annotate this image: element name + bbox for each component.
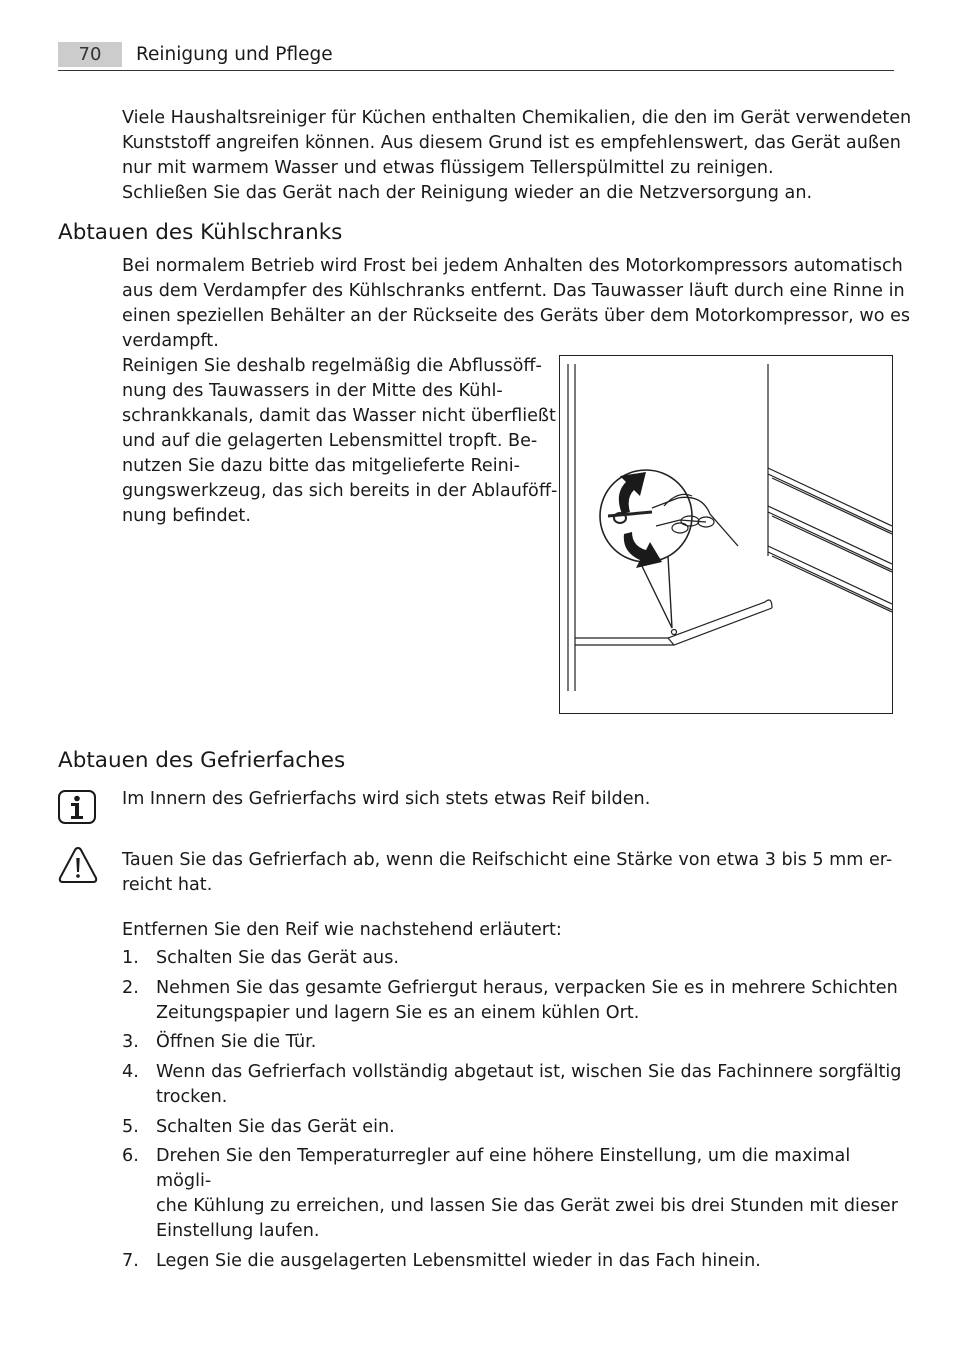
info-note: Im Innern des Gefrierfachs wird sich stets etwas Reif bilden. <box>122 789 651 809</box>
intro-line: Schließen Sie das Gerät nach der Reinigung wieder an die Netzversorgung an. <box>122 183 813 203</box>
header-section-title: Reinigung und Pflege <box>136 44 333 65</box>
step-text: Zeitungspapier und lagern Sie es an einem kühlen Ort. <box>156 1002 640 1023</box>
section-heading-fridge-defrost: Abtauen des Kühlschranks <box>58 220 343 245</box>
step-text: Einstellung laufen. <box>156 1221 320 1242</box>
paragraph-line: nung befindet. <box>122 506 251 526</box>
paragraph-line: Reinigen Sie deshalb regelmäßig die Abflussöff- <box>122 356 542 376</box>
step-number: 6. <box>122 1146 139 1167</box>
list-item <box>122 976 902 1026</box>
page-number: 70 <box>58 42 122 67</box>
intro-line: Kunststoff angreifen können. Aus diesem Grund ist es empfehlenswert, das Gerät außen <box>122 133 901 153</box>
paragraph-line: nung des Tauwassers in der Mitte des Kühl- <box>122 381 503 401</box>
step-number: 3. <box>122 1032 139 1053</box>
step-text: Drehen Sie den Temperaturregler auf eine höhere Einstellung, um die maximal mögli- <box>156 1146 851 1192</box>
step-text: Nehmen Sie das gesamte Gefriergut heraus, verpacken Sie es in mehrere Schichten <box>156 977 898 998</box>
paragraph-line: gungswerkzeug, das sich bereits in der Ablauföff- <box>122 481 558 501</box>
paragraph-line: Tauen Sie das Gefrierfach ab, wenn die Reifschicht eine Stärke von etwa 3 bis 5 mm er- <box>122 850 893 870</box>
fridge-interior-drawing <box>560 356 892 713</box>
paragraph-line: reicht hat. <box>122 875 213 895</box>
list-item <box>122 1030 902 1055</box>
defrost-steps-list <box>122 946 902 1279</box>
list-item <box>122 1144 902 1244</box>
warning-note <box>122 848 892 898</box>
paragraph-line: nutzen Sie dazu bitte das mitgelieferte Reini- <box>122 456 520 476</box>
drain-cleaning-illustration <box>559 355 893 714</box>
paragraph-line: und auf die gelagerten Lebensmittel tropft. Be- <box>122 431 538 451</box>
paragraph-line: verdampft. <box>122 331 219 351</box>
paragraph-line: aus dem Verdampfer des Kühlschranks entfernt. Das Tauwasser läuft durch eine Rinne in <box>122 281 905 301</box>
step-number: 5. <box>122 1116 139 1137</box>
step-text: Wenn das Gefrierfach vollständig abgetaut ist, wischen Sie das Fachinnere sorgfältig <box>156 1062 902 1083</box>
step-text: trocken. <box>156 1087 228 1108</box>
intro-line: nur mit warmem Wasser und etwas flüssigem Tellerspülmittel zu reinigen. <box>122 158 774 178</box>
list-item <box>122 1060 902 1110</box>
paragraph-line: schrankkanals, damit das Wasser nicht überfließt <box>122 406 556 426</box>
paragraph-line: Bei normalem Betrieb wird Frost bei jedem Anhalten des Motorkompressors automatisch <box>122 256 903 276</box>
intro-line: Viele Haushaltsreiniger für Küchen enthalten Chemikalien, die den im Gerät verwendeten <box>122 108 912 128</box>
step-number: 2. <box>122 977 139 998</box>
fridge-paragraph-2 <box>122 354 557 529</box>
step-number: 7. <box>122 1251 139 1272</box>
step-text: Schalten Sie das Gerät aus. <box>156 948 399 968</box>
section-heading-freezer-defrost: Abtauen des Gefrierfaches <box>58 748 346 773</box>
info-icon <box>58 790 96 824</box>
step-text: Schalten Sie das Gerät ein. <box>156 1116 395 1137</box>
intro-paragraph <box>122 106 911 206</box>
step-text: che Kühlung zu erreichen, und lassen Sie das Gerät zwei bis drei Stunden mit dieser <box>156 1196 898 1217</box>
list-item <box>122 946 902 971</box>
warning-icon <box>58 846 98 884</box>
step-text: Legen Sie die ausgelagerten Lebensmittel wieder in das Fach hinein. <box>156 1251 761 1272</box>
paragraph-line: einen speziellen Behälter an der Rückseite des Geräts über dem Motorkompressor, wo es <box>122 306 911 326</box>
step-number: 4. <box>122 1062 139 1083</box>
steps-intro: Entfernen Sie den Reif wie nachstehend erläutert: <box>122 920 562 940</box>
page-header <box>58 40 894 71</box>
list-item <box>122 1249 902 1274</box>
step-number: 1. <box>122 948 139 968</box>
fridge-paragraph-1 <box>122 254 910 354</box>
list-item <box>122 1115 902 1140</box>
step-text: Öffnen Sie die Tür. <box>156 1032 317 1053</box>
